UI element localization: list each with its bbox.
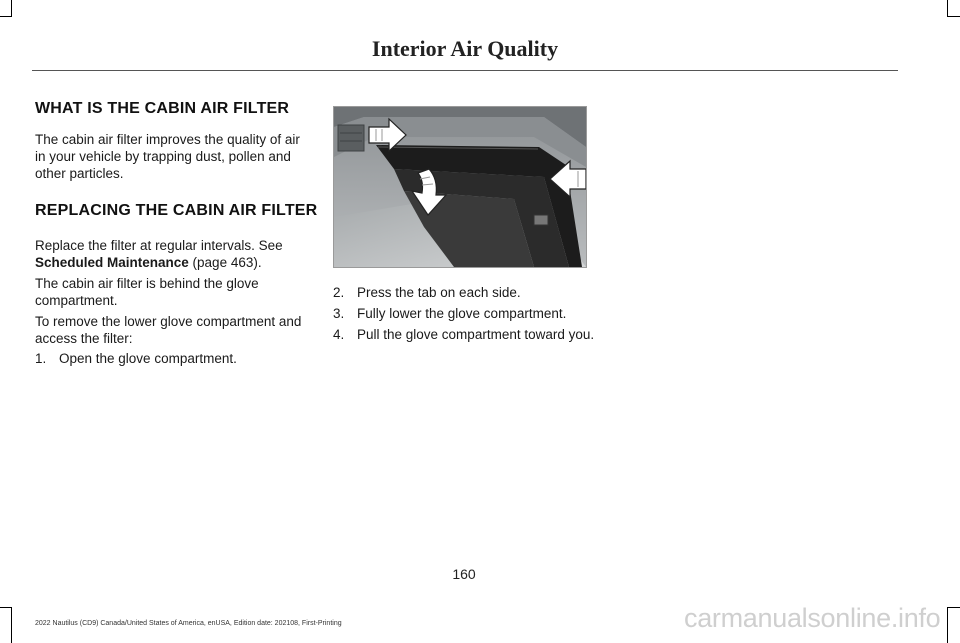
step-4 — [333, 326, 594, 343]
illustration-drawing — [334, 107, 586, 267]
step-number: 1. — [35, 351, 47, 366]
crop-mark-top-right-h — [947, 16, 960, 17]
edition-footer: 2022 Nautilus (CD9) Canada/United States of America, enUSA, Edition date: 202108, First-Printing — [35, 620, 342, 627]
section-heading-replacing: REPLACING THE CABIN AIR FILTER — [35, 202, 318, 219]
crop-mark-top-left-v — [11, 0, 12, 17]
crop-mark-bottom-left-h — [0, 607, 12, 608]
section2-paragraph-2: The cabin air filter is behind the glove compartment. — [35, 276, 259, 308]
crop-mark-top-left-h — [0, 16, 12, 17]
header-divider — [32, 70, 898, 71]
section1-paragraph: The cabin air filter improves the quality of air in your vehicle by trapping dust, pollen and other particles. — [35, 132, 300, 181]
scheduled-maintenance-link[interactable]: Scheduled Maintenance — [35, 255, 189, 270]
section2-paragraph-1 — [35, 237, 310, 271]
step-text: Open the glove compartment. — [59, 351, 237, 366]
crop-mark-bottom-left-v — [11, 607, 12, 643]
replace-intervals-text: Replace the filter at regular intervals. See — [35, 238, 283, 253]
watermark: carmanualsonline.info — [684, 603, 941, 633]
page-title: Interior Air Quality — [371, 36, 559, 61]
step-text: Pull the glove compartment toward you. — [357, 327, 595, 342]
step-text: Press the tab on each side. — [357, 285, 521, 300]
step-3 — [333, 305, 566, 322]
crop-mark-bottom-right-v — [947, 607, 948, 643]
step-1 — [35, 350, 237, 367]
page-number: 160 — [452, 566, 476, 582]
crop-mark-top-right-v — [947, 0, 948, 17]
page-reference: (page 463). — [188, 255, 262, 270]
crop-mark-bottom-right-h — [947, 607, 960, 608]
step-number: 2. — [333, 285, 345, 300]
section-heading-what-is: WHAT IS THE CABIN AIR FILTER — [35, 100, 290, 117]
section2-paragraph-3: To remove the lower glove compartment and access the filter: — [35, 314, 302, 346]
step-2 — [333, 284, 521, 301]
step-number: 3. — [333, 306, 345, 321]
glove-compartment-illustration — [333, 106, 587, 268]
step-text: Fully lower the glove compartment. — [357, 306, 567, 321]
step-number: 4. — [333, 327, 345, 342]
